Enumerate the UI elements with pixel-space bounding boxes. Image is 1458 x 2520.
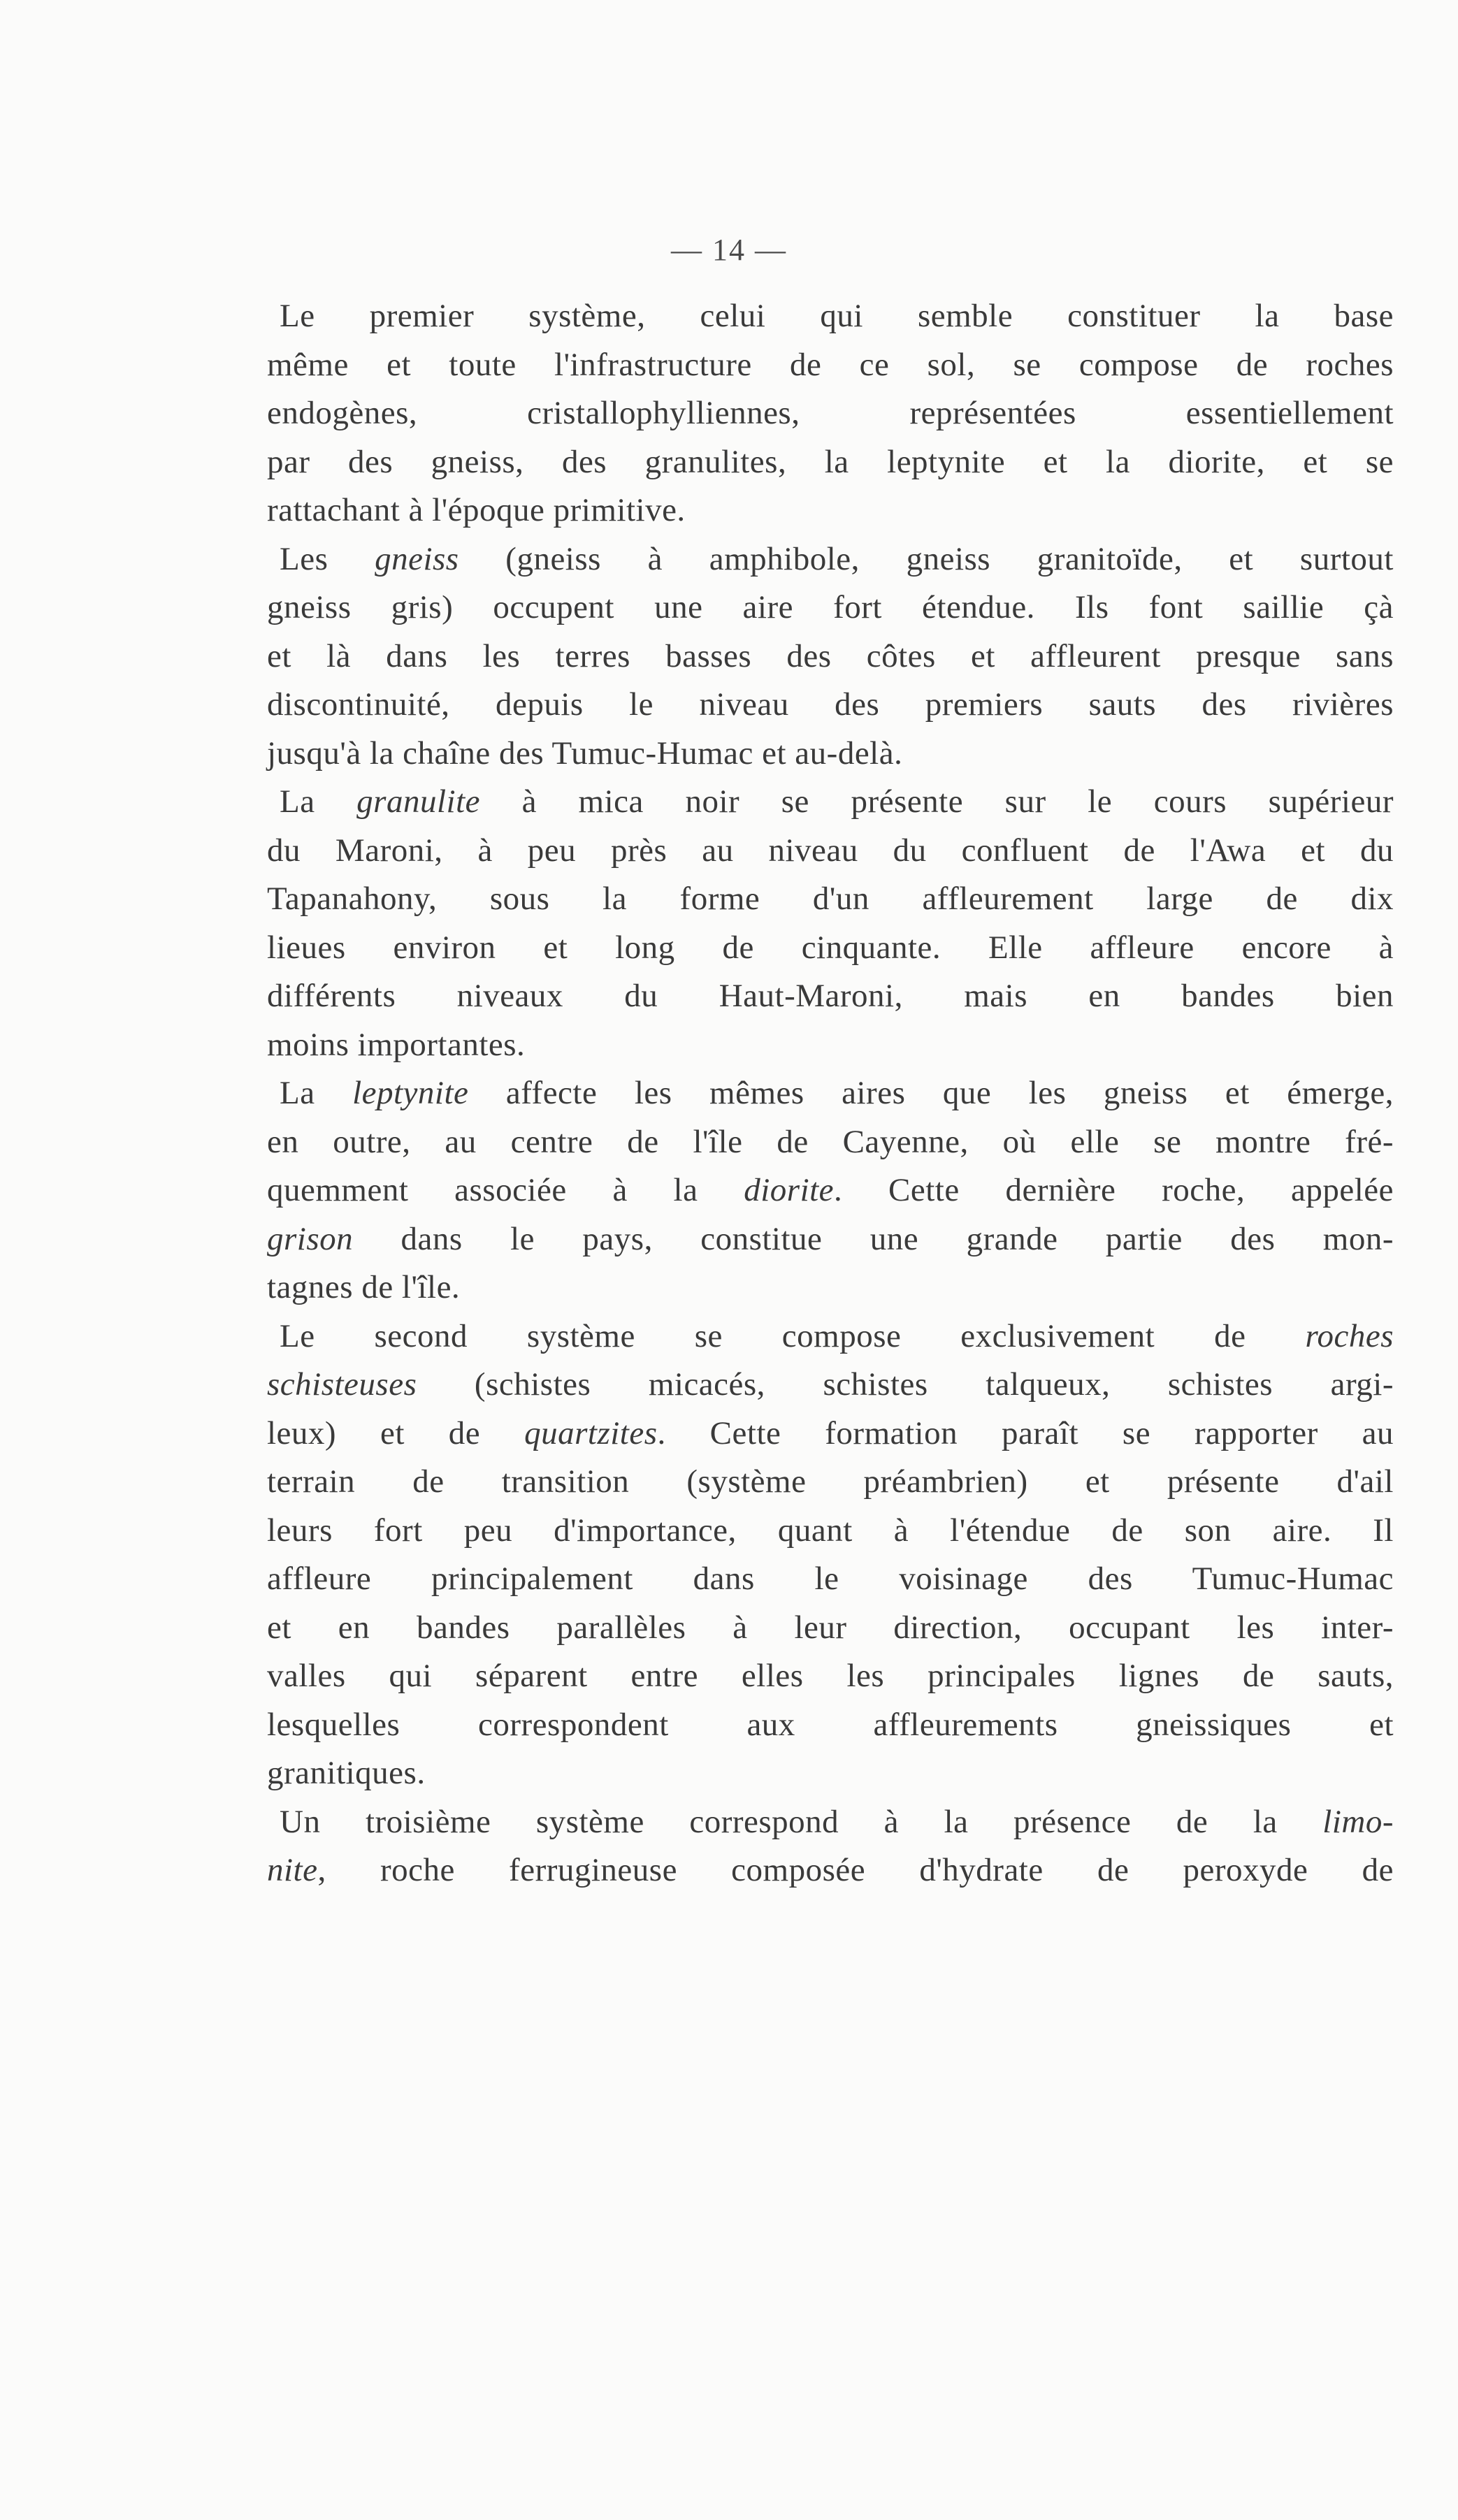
text-run: La [280, 783, 357, 820]
text-line [267, 875, 1394, 924]
text-run: à mica noir se présente sur le cours supérieur [480, 783, 1394, 820]
text-line [267, 535, 1394, 584]
text-line [267, 1166, 1394, 1215]
text-line [267, 1701, 1394, 1750]
text-line [267, 730, 1394, 779]
text-line [267, 681, 1394, 730]
text-run: et en bandes parallèles à leur direction, occupant les inter- [267, 1609, 1394, 1646]
italic-term: granulite [356, 783, 480, 820]
text-run: tagnes de l'île. [267, 1269, 461, 1305]
text-line [267, 1604, 1394, 1653]
text-line [267, 1069, 1394, 1118]
text-line [267, 584, 1394, 632]
text-line [267, 1507, 1394, 1556]
italic-term: gneiss [375, 540, 459, 577]
text-line [267, 341, 1394, 390]
text-line [267, 1798, 1394, 1847]
text-run: Le second système se compose exclusivement de [280, 1317, 1306, 1354]
text-line [267, 1215, 1394, 1264]
text-line [267, 1846, 1394, 1895]
italic-term: diorite [744, 1172, 835, 1208]
text-line [267, 1410, 1394, 1458]
text-run: dans le pays, constitue une grande partie des mon- [353, 1220, 1394, 1257]
text-line [267, 1361, 1394, 1410]
text-run: quemment associée à la [267, 1172, 744, 1208]
text-run: affecte les mêmes aires que les gneiss et émerge, [468, 1075, 1394, 1111]
text-run: lieues environ et long de cinquante. Elle affleure encore à [267, 929, 1394, 966]
text-run: endogènes, cristallophylliennes, représentées essentiellement [267, 395, 1394, 431]
text-line [267, 1312, 1394, 1361]
text-line [267, 1021, 1394, 1070]
text-line [267, 924, 1394, 973]
text-run: , roche ferrugineuse composée d'hydrate de peroxyde de [317, 1852, 1394, 1888]
text-run: par des gneiss, des granulites, la leptynite et la diorite, et se [267, 443, 1394, 480]
text-run: leux) et de [267, 1414, 525, 1451]
text-run: discontinuité, depuis le niveau des premiers sauts des rivières [267, 686, 1394, 723]
text-run: (schistes micacés, schistes talqueux, schistes argi- [417, 1366, 1394, 1403]
text-line [267, 389, 1394, 438]
text-line [267, 827, 1394, 876]
text-run: leurs fort peu d'importance, quant à l'étendue de son aire. Il [267, 1512, 1394, 1549]
page-number: — 14 — [671, 233, 787, 267]
italic-term: limo- [1322, 1803, 1394, 1840]
text-run: lesquelles correspondent aux affleurements gneissiques et [267, 1706, 1394, 1743]
text-line [267, 778, 1394, 827]
italic-term: quartzites [524, 1414, 658, 1451]
text-run: du Maroni, à peu près au niveau du confluent de l'Awa et du [267, 832, 1394, 869]
italic-term: roches [1305, 1317, 1394, 1354]
text-run: différents niveaux du Haut-Maroni, mais en bandes bien [267, 978, 1394, 1014]
text-run: jusqu'à la chaîne des Tumuc-Humac et au-delà. [267, 734, 903, 772]
text-line [267, 1749, 1394, 1798]
text-line [267, 438, 1394, 487]
italic-term: nite [267, 1852, 318, 1888]
text-run: . Cette dernière roche, appelée [834, 1172, 1394, 1208]
body-text [267, 292, 1394, 1895]
text-run: rattachant à l'époque primitive. [267, 492, 686, 528]
text-run: Tapanahony, sous la forme d'un affleurement large de dix [267, 881, 1394, 917]
text-run: (gneiss à amphibole, gneiss granitoïde, et surtout [459, 540, 1394, 577]
text-line [267, 972, 1394, 1021]
text-run: valles qui séparent entre elles les principales lignes de sauts, [267, 1658, 1394, 1694]
text-line [267, 1263, 1394, 1312]
text-run: Le premier système, celui qui semble constituer la base [280, 298, 1394, 334]
text-run: affleure principalement dans le voisinage des Tumuc-Humac [267, 1560, 1394, 1597]
text-run: même et toute l'infrastructure de ce sol, se compose de roches [267, 346, 1394, 383]
text-run: gneiss gris) occupent une aire fort étendue. Ils font saillie çà [267, 589, 1394, 625]
text-line [267, 1555, 1394, 1604]
text-run: moins importantes. [267, 1026, 526, 1063]
text-run: . Cette formation paraît se rapporter au [657, 1414, 1394, 1451]
italic-term: schisteuses [267, 1366, 417, 1403]
text-run: et là dans les terres basses des côtes et affleurent presque sans [267, 637, 1394, 674]
text-run: Les [280, 540, 375, 577]
text-run: terrain de transition (système préambrien) et présente d'ail [267, 1463, 1394, 1500]
text-run: granitiques. [267, 1755, 426, 1791]
text-line [267, 292, 1394, 341]
text-line [267, 486, 1394, 535]
text-line [267, 1118, 1394, 1167]
italic-term: leptynite [352, 1075, 469, 1111]
text-line [267, 1458, 1394, 1507]
text-run: Un troisième système correspond à la présence de la [280, 1803, 1323, 1840]
text-line [267, 632, 1394, 681]
text-run: La [280, 1075, 353, 1111]
italic-term: grison [267, 1220, 354, 1257]
text-line [267, 1652, 1394, 1701]
text-run: en outre, au centre de l'île de Cayenne, où elle se montre fré- [267, 1123, 1394, 1160]
